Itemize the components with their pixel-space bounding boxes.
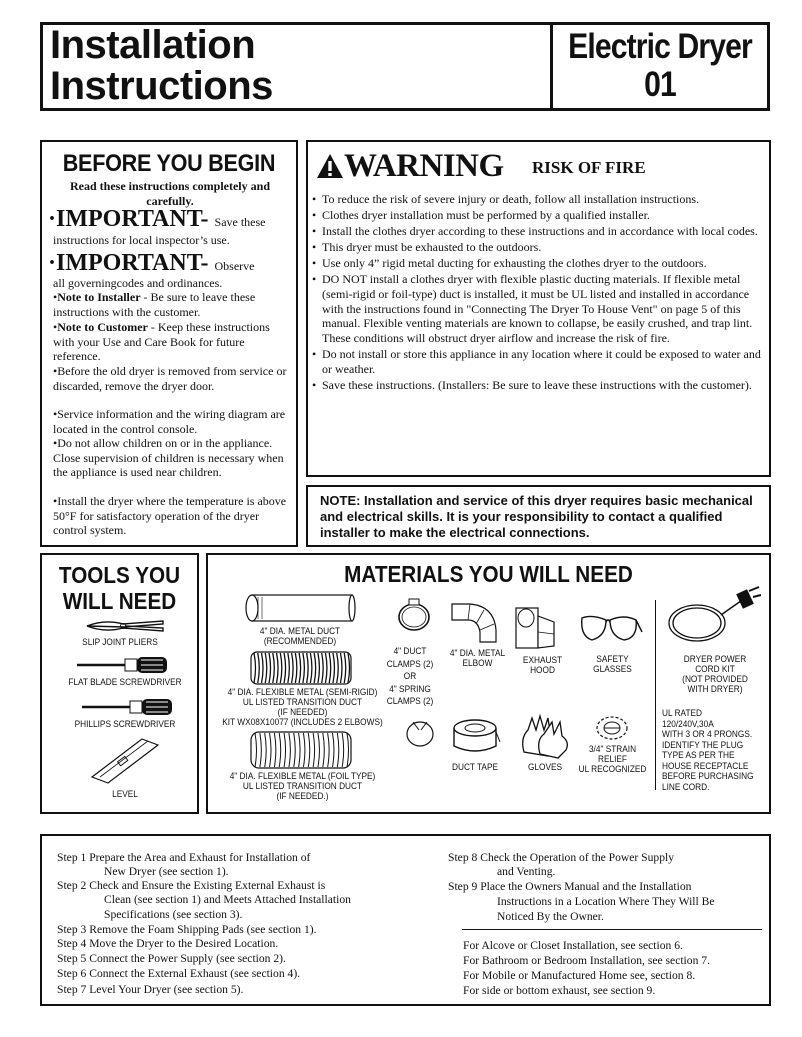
exhaust-hood-label [517, 655, 568, 675]
page-title [50, 25, 273, 107]
note-to-installer: •Note to Installer - Be sure to leave these instructions with the customer. [53, 290, 256, 319]
step-line: Instructions in a Location Where They Will Be [497, 895, 715, 908]
step-line: Step 7 Level Your Dryer (see section 5). [57, 983, 244, 996]
label-line: EXHAUST [522, 655, 563, 665]
section-reference: For Mobile or Manufactured Home see, section 8. [463, 969, 696, 982]
important-1: ·IMPORTANT- Save these [48, 206, 266, 232]
semi-rigid-duct-label [222, 687, 383, 727]
note-to-customer: •Note to Customer - Keep these instructions with your Use and Care Book for future reference. [53, 320, 270, 363]
materials-title: MATERIALS YOU WILL NEED [344, 561, 633, 587]
metal-duct-label [226, 626, 373, 646]
phillips-screwdriver-icon [80, 697, 175, 717]
label-line: UL LISTED TRANSITION DUCT [242, 697, 363, 707]
label-line: 4" DUCT [393, 646, 427, 656]
step-line: Step 4 Move the Dryer to the Desired Location. [57, 937, 279, 950]
warning-item: • To reduce the risk of severe injury or death, follow all installation instructions. [312, 192, 764, 207]
warning-subtitle: RISK OF FIRE [532, 158, 646, 177]
tools-title [50, 562, 190, 614]
label-line: LINE CORD. [662, 781, 710, 792]
strain-relief-icon [592, 713, 632, 743]
warning-triangle-icon [316, 153, 344, 179]
label-line: 4" SPRING [389, 683, 431, 694]
tools-title-line2: WILL NEED [62, 588, 177, 614]
warning-item: • DO NOT install a clothes dryer with flexible plastic ducting materials. If flexible metal (semi-rigid or foil-type) duct is installed, it must be UL listed and installed in accordance with the instructions found in "Connecting The Dryer To House Vent" on page 5 of this manual. Flexible venting materials are known to collapse, be easily crushed, and trap lint. These conditions will obstruct dryer airflow and increase the risk of fire. [312, 272, 764, 346]
tool-label: PHILLIPS SCREWDRIVER [74, 719, 176, 729]
step-line: Step 3 Remove the Foam Shipping Pads (see section 1). [57, 923, 317, 936]
page-title-line1: Installation [50, 23, 256, 67]
label-line: TYPE AS PER THE [662, 750, 735, 760]
label-line: BEFORE PURCHASING [662, 771, 754, 781]
materials-divider [655, 600, 656, 790]
steps-divider [462, 929, 762, 930]
warning-item: • Install the clothes dryer according to these instructions and in accordance with local codes. [312, 224, 764, 239]
step-line: Specifications (see section 3). [104, 908, 243, 921]
important-1-head: IMPORTANT- [56, 206, 209, 232]
label-line: HOUSE RECEPTACLE [662, 760, 749, 771]
product-name-line1: Electric Dryer [568, 27, 752, 66]
label-line: CORD KIT [695, 664, 735, 674]
gloves-icon [518, 712, 572, 760]
byb-bullet: •Service information and the wiring diagram are located in the control console. [53, 407, 286, 436]
note-to-customer-text: - Keep these instructions with your Use and Care Book for future reference. [53, 320, 270, 363]
label-line: GLASSES [593, 664, 632, 674]
ul-rated-text [662, 708, 754, 792]
label-line: ELBOW [462, 658, 493, 668]
label-line: RELIEF [597, 754, 627, 764]
warning-item: • Do not install or store this appliance in any location where it could be exposed to water and or weather. [312, 347, 764, 377]
tool-label: FLAT BLADE SCREWDRIVER [68, 677, 182, 687]
important-2-head: IMPORTANT- [56, 250, 209, 276]
duct-tape-icon [450, 718, 500, 758]
power-cord-icon [665, 585, 763, 647]
duct-tape-label: DUCT TAPE [451, 762, 498, 772]
product-model: 01 [644, 65, 676, 104]
label-line: KIT WX08X10077 (INCLUDES 2 ELBOWS) [222, 717, 383, 727]
spring-clamp-icon [403, 718, 437, 750]
before-you-begin-subtitle: Read these instructions completely and carefully. [70, 179, 270, 208]
power-cord-label [674, 654, 757, 694]
label-line: (IF NEEDED.) [276, 791, 329, 801]
step-line: New Dryer (see section 1). [104, 865, 229, 878]
important-2: ·IMPORTANT- Observe [48, 250, 255, 276]
label-line: 4" DIA. FLEXIBLE METAL (SEMI-RIGID) [227, 687, 378, 697]
byb-bullet: •Install the dryer where the temperature is above 50°F for satisfactory operation of the dryer control system. [53, 494, 287, 537]
label-line: UL RATED [662, 708, 703, 718]
label-line: (RECOMMENDED) [263, 636, 337, 646]
byb-bullet-text: Do not allow children on or in the appliance. Close supervision of children is necessary when the appliance is used near children. [53, 436, 284, 479]
label-line: 4" DIA. METAL [449, 648, 506, 658]
important-2-cont: all governingcodes and ordinances. [53, 276, 223, 290]
product-name [567, 28, 753, 104]
step-line: Step 6 Connect the External Exhaust (see section 4). [57, 967, 301, 980]
label-line: WITH 3 OR 4 PRONGS. [662, 729, 753, 739]
duct-clamp-icon [395, 597, 433, 637]
note-to-installer-text: - Be sure to leave these instructions with the customer. [53, 290, 256, 319]
label-line: UL LISTED TRANSITION DUCT [242, 781, 363, 791]
warning-title: WARNING [344, 148, 504, 184]
important-1-tail: Save these [214, 215, 266, 229]
warning-item: • Use only 4” rigid metal ducting for exhausting the clothes dryer to the outdoors. [312, 256, 764, 271]
byb-bullet-text: Service information and the wiring diagram are located in the control console. [53, 407, 286, 436]
safety-glasses-label [587, 654, 638, 674]
label-line: 120/240V,30A [662, 718, 714, 729]
warning-item: • Clothes dryer installation must be performed by a qualified installer. [312, 208, 764, 223]
tools-title-line1: TOOLS YOU [58, 562, 181, 588]
strain-relief-label [578, 744, 647, 774]
section-reference: For Bathroom or Bedroom Installation, see section 7. [463, 954, 710, 967]
tool-label: SLIP JOINT PLIERS [82, 637, 158, 647]
elbow-label [448, 648, 508, 668]
foil-duct-label [227, 771, 379, 801]
label-line: (NOT PROVIDED [682, 674, 748, 684]
byb-bullet: •Do not allow children on or in the appliance. Close supervision of children is necessary when the appliance is used near children. [53, 436, 284, 479]
label-line: UL RECOGNIZED [578, 764, 647, 774]
step-line: and Venting. [497, 865, 556, 878]
flat-screwdriver-icon [75, 654, 170, 674]
important-1-cont: instructions for local inspector’s use. [53, 233, 230, 247]
step-line: Clean (see section 1) and Meets Attached Installation [104, 893, 351, 906]
section-reference: For side or bottom exhaust, see section 9. [463, 984, 656, 997]
label-line: CLAMPS (2) [386, 696, 434, 706]
semi-rigid-duct-icon [245, 650, 355, 686]
safety-glasses-icon [578, 612, 644, 646]
label-line: 4" DIA. FLEXIBLE METAL (FOIL TYPE) [229, 771, 376, 781]
before-you-begin-title: BEFORE YOU BEGIN [62, 150, 276, 177]
byb-bullet: •Before the old dryer is removed from service or discarded, remove the dryer door. [53, 364, 287, 393]
page-title-line2: Instructions [50, 64, 273, 108]
label-line: (IF NEEDED) [277, 707, 328, 717]
step-line: Step 9 Place the Owners Manual and the Installation [448, 880, 692, 893]
gloves-label: GLOVES [527, 762, 563, 772]
label-line: IDENTIFY THE PLUG [662, 739, 744, 750]
warning-item: • This dryer must be exhausted to the outdoors. [312, 240, 764, 255]
label-line: 4" DIA. METAL DUCT [259, 626, 341, 636]
step-line: Noticed By the Owner. [497, 910, 604, 923]
section-reference: For Alcove or Closet Installation, see section 6. [463, 939, 683, 952]
note-to-installer-head: Note to Installer [57, 290, 141, 304]
byb-bullet-text: Before the old dryer is removed from service or discarded, remove the dryer door. [53, 364, 287, 393]
step-line: Step 5 Connect the Power Supply (see section 2). [57, 952, 286, 965]
tool-label: LEVEL [112, 789, 138, 799]
warning-item: • Save these instructions. (Installers: Be sure to leave these instructions with the customer). [312, 378, 764, 393]
warning-list [312, 192, 764, 394]
exhaust-hood-icon [512, 604, 558, 650]
label-line: WITH DRYER) [687, 684, 743, 694]
note-text: NOTE: Installation and service of this dryer requires basic mechanical and electrical skills. It is your responsibility to contact a qualified installer to make the electrical connections. [320, 493, 753, 540]
important-2-tail: Observe [214, 259, 255, 273]
note-to-customer-head: Note to Customer [57, 320, 148, 334]
pliers-icon [85, 617, 165, 635]
level-icon [90, 737, 160, 785]
step-line: Step 8 Check the Operation of the Power Supply [448, 851, 675, 864]
label-line: 3/4" STRAIN [588, 744, 637, 754]
clamps-label [382, 645, 437, 708]
label-line: OR [403, 671, 417, 681]
metal-duct-icon [244, 593, 356, 623]
step-line: Step 1 Prepare the Area and Exhaust for Installation of [57, 851, 311, 864]
label-line: DRYER POWER [683, 654, 747, 664]
foil-duct-icon [245, 730, 355, 770]
label-line: SAFETY [596, 654, 629, 664]
step-line: Step 2 Check and Ensure the Existing External Exhaust is [57, 879, 326, 892]
byb-bullet-text: Install the dryer where the temperature is above 50°F for satisfactory operation of the dryer control system. [53, 494, 287, 537]
metal-elbow-icon [450, 600, 500, 644]
label-line: CLAMPS (2) [386, 658, 434, 669]
label-line: HOOD [530, 665, 555, 675]
